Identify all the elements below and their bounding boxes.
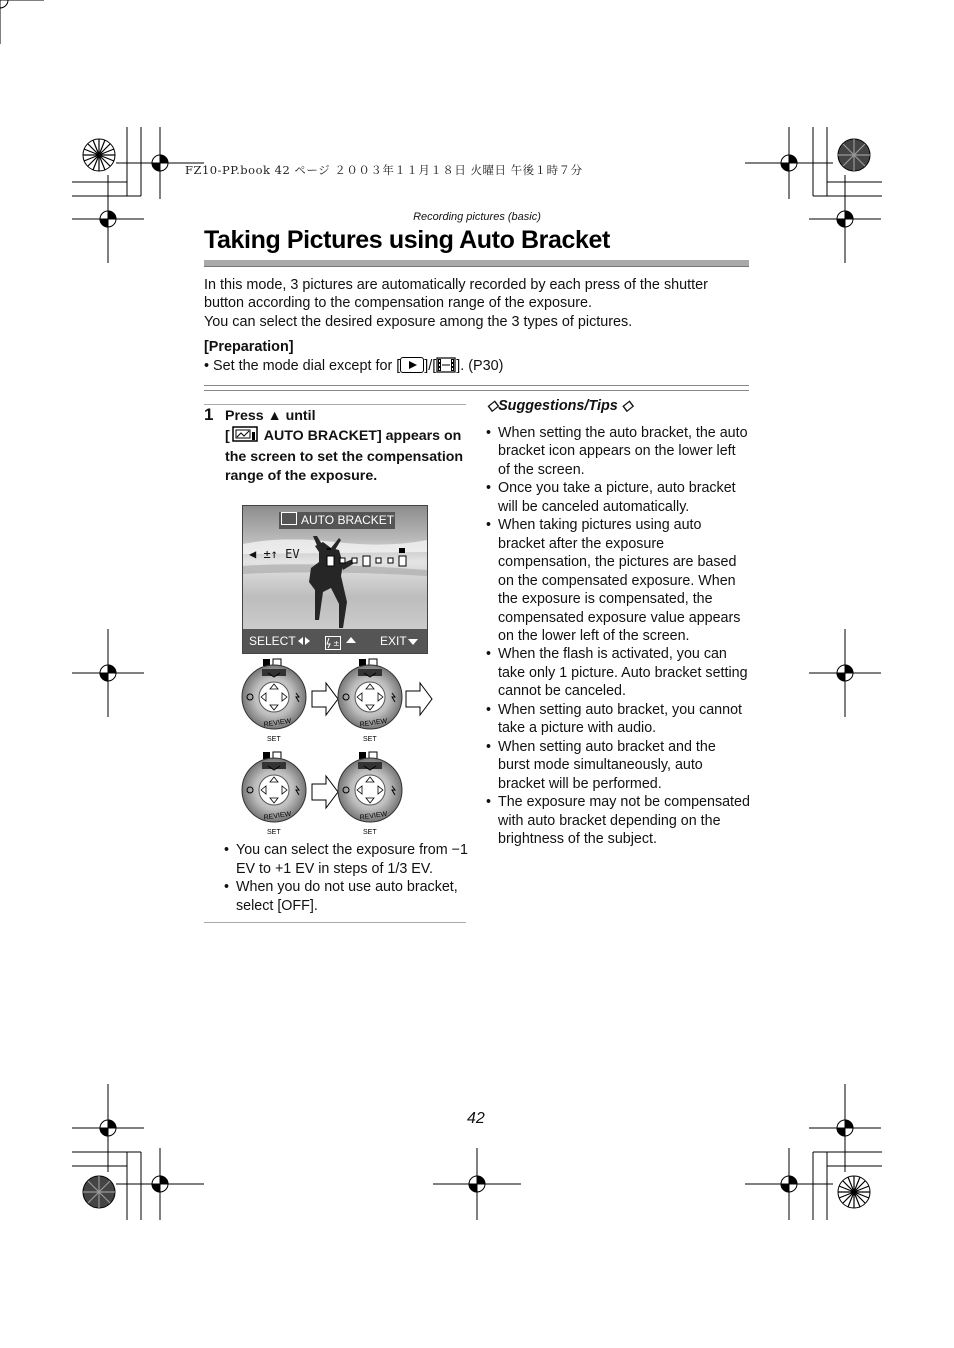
auto-bracket-icon bbox=[232, 426, 260, 449]
dial-step-4 bbox=[338, 752, 402, 836]
divider-bottom bbox=[204, 390, 749, 391]
left-column-bottom-rule bbox=[204, 922, 466, 923]
step-instruction bbox=[225, 407, 465, 485]
step-number: 1 bbox=[204, 405, 214, 424]
left-right-arrows-icon bbox=[297, 629, 311, 654]
tips-list bbox=[486, 424, 751, 848]
list-item: • When taking pictures using auto bracket after the exposure compensation, the pictures are based on the compensated exposure. When the exposure is compensated, the compensated exposure value appears on the lower left of the screen. bbox=[486, 516, 751, 645]
intro-paragraph-2: You can select the desired exposure among the 3 types of pictures. bbox=[204, 313, 633, 330]
motion-picture-mode-icon bbox=[436, 357, 456, 377]
step-line-1: Press ▲ until bbox=[225, 408, 316, 424]
dial-step-1 bbox=[242, 659, 306, 743]
lcd-ev-label: ◀ ±↑ EV bbox=[249, 547, 300, 561]
lcd-title: AUTO BRACKET bbox=[301, 513, 395, 527]
left-column-rule bbox=[204, 404, 466, 405]
lcd-select-label: SELECT bbox=[249, 634, 296, 648]
step-rest: AUTO BRACKET] appears on the screen to set the compensation range of the exposure. bbox=[225, 427, 464, 484]
sequence-arrow-3 bbox=[312, 776, 338, 808]
list-item: • When you do not use auto bracket, select [OFF]. bbox=[224, 878, 474, 915]
list-item: • When setting auto bracket and the burst mode simultaneously, auto bracket will be performed. bbox=[486, 738, 751, 793]
dial-4-review-label: REVIEW bbox=[359, 810, 388, 822]
preparation-heading: [Preparation] bbox=[204, 339, 294, 355]
preparation-prefix: Set the mode dial except for [ bbox=[213, 358, 401, 374]
list-item: • Once you take a picture, auto bracket will be canceled automatically. bbox=[486, 479, 751, 516]
preparation-suffix: ]. (P30) bbox=[456, 358, 504, 374]
print-header: FZ10-PP.book 42 ページ ２００３年１１月１８日 火曜日 午後１時７分 bbox=[185, 163, 583, 177]
dial-2-set-label: SET bbox=[363, 736, 377, 743]
lcd-bottom-bar bbox=[243, 629, 427, 653]
lcd-exit-label: EXIT bbox=[380, 634, 407, 648]
title-underline bbox=[204, 260, 749, 267]
dial-sequence-diagram bbox=[234, 653, 474, 838]
step-bracket-open: [ bbox=[225, 427, 230, 444]
flash-exposure-icon bbox=[325, 634, 341, 654]
lcd-title-bar bbox=[279, 512, 395, 529]
sequence-arrow-1 bbox=[312, 683, 338, 715]
ev-scale bbox=[323, 546, 413, 568]
suggestions-heading: ◇Suggestions/Tips ◇ bbox=[487, 398, 633, 414]
dial-step-3 bbox=[242, 752, 306, 836]
sequence-arrow-2 bbox=[406, 683, 432, 715]
list-item: • The exposure may not be compensated with auto bracket depending on the brightness of the subject. bbox=[486, 793, 751, 848]
dial-2-review-label: REVIEW bbox=[359, 717, 388, 729]
dial-3-review-label: REVIEW bbox=[263, 810, 292, 822]
dial-1-review-label: REVIEW bbox=[263, 717, 292, 729]
dial-4-set-label: SET bbox=[363, 829, 377, 836]
bullet: • bbox=[204, 358, 210, 374]
page-title: Taking Pictures using Auto Bracket bbox=[204, 226, 610, 254]
dial-3-set-label: SET bbox=[267, 829, 281, 836]
page-number: 42 bbox=[467, 1110, 485, 1127]
down-arrow-icon bbox=[407, 629, 419, 654]
divider-top bbox=[204, 385, 749, 386]
step-notes bbox=[224, 841, 474, 915]
list-item: • When the flash is activated, you can take only 1 picture. Auto bracket setting cannot be canceled. bbox=[486, 645, 751, 700]
intro-text bbox=[204, 276, 749, 331]
preparation-middle: ]/[ bbox=[424, 358, 437, 374]
list-item: • When setting the auto bracket, the auto bracket icon appears on the lower left of the screen. bbox=[486, 424, 751, 479]
section-caption: Recording pictures (basic) bbox=[413, 211, 541, 223]
dial-1-set-label: SET bbox=[267, 736, 281, 743]
dial-step-2 bbox=[338, 659, 402, 743]
auto-bracket-lcd-icon bbox=[281, 512, 297, 525]
up-arrow-icon bbox=[345, 629, 357, 654]
preparation-item bbox=[204, 357, 503, 377]
intro-paragraph-1: In this mode, 3 pictures are automatically recorded by each press of the shutter button according to the compensation range of the exposure. bbox=[204, 277, 708, 312]
playback-mode-icon bbox=[400, 357, 424, 373]
svg-text:±: ± bbox=[333, 639, 340, 648]
list-item: • You can select the exposure from −1 EV to +1 EV in steps of 1/3 EV. bbox=[224, 841, 474, 878]
list-item: • When setting auto bracket, you cannot take a picture with audio. bbox=[486, 701, 751, 738]
lcd-screen bbox=[242, 505, 428, 654]
